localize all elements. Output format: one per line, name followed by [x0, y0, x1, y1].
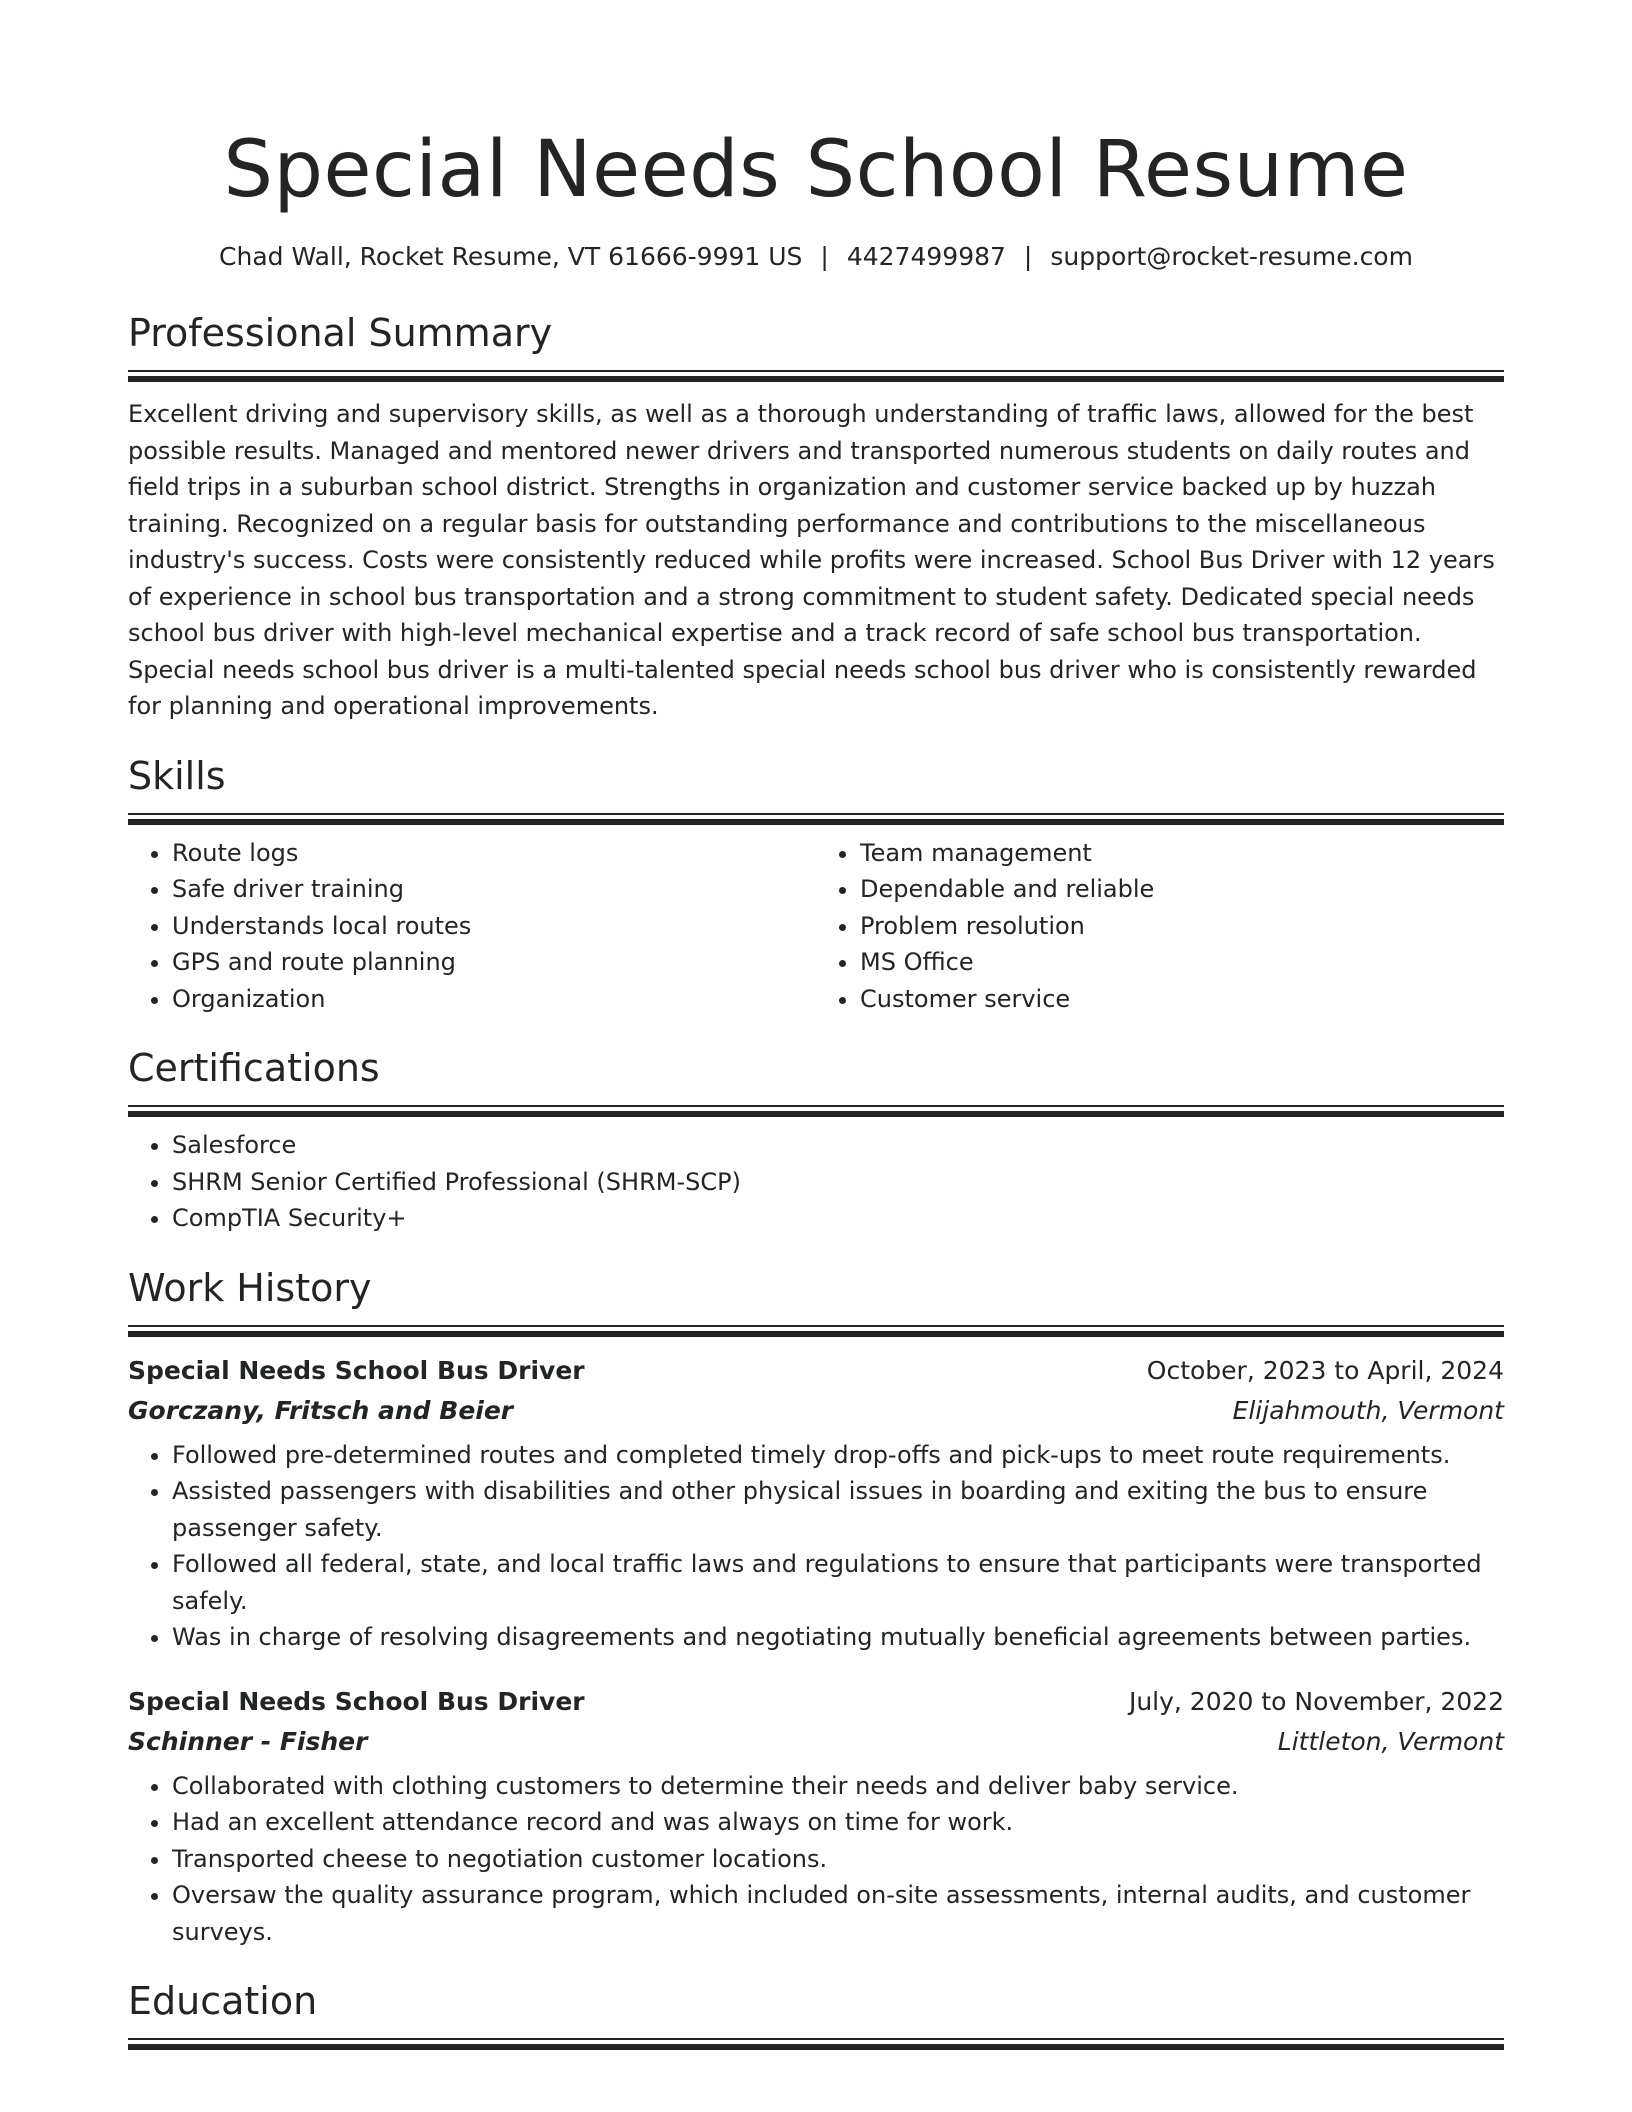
contact-address: Chad Wall, Rocket Resume, VT 61666-9991 US: [219, 242, 803, 271]
job-duty: • Followed pre-determined routes and completed timely drop-offs and pick-ups to meet route requirements.: [172, 1437, 1504, 1474]
skills-list-right: [816, 835, 1504, 1018]
skill-item: • Team management: [860, 835, 1504, 872]
section-divider: [128, 1105, 1504, 1117]
job-dates: October, 2023 to April, 2024: [1146, 1355, 1504, 1385]
certification-item: • Salesforce: [172, 1127, 1504, 1164]
section-divider: [128, 813, 1504, 825]
skills-list-left: [128, 835, 816, 1018]
summary-text: Excellent driving and supervisory skills, as well as a thorough understanding of traffic laws, allowed for the best possible results. Managed and mentored newer drivers and transported numerous students on daily routes and field trips in a suburban school district. Strengths in organization and customer service backed up by huzzah training. Recognized on a regular basis for outstanding performance and contributions to the miscellaneous industry's success. Costs were consistently reduced while profits were increased. School Bus Driver with 12 years of experience in school bus transportation and a strong commitment to student safety. Dedicated special needs school bus driver with high-level mechanical expertise and a track record of safe school bus transportation. Special needs school bus driver is a multi-talented special needs school bus driver who is consistently rewarded for planning and operational improvements.: [128, 400, 1495, 720]
job-entry: [128, 1682, 1504, 1951]
section-divider: [128, 2038, 1504, 2050]
contact-email: support@rocket-resume.com: [1050, 242, 1413, 271]
work-history-heading: Work History: [128, 1265, 372, 1310]
contact-separator: |: [820, 242, 829, 271]
summary-section: [128, 308, 1504, 725]
job-duty: • Followed all federal, state, and local traffic laws and regulations to ensure that participants were transported safely.: [172, 1546, 1504, 1619]
certifications-list: [128, 1127, 1504, 1237]
summary-heading: Professional Summary: [128, 311, 553, 355]
job-company-row: [128, 1722, 1504, 1762]
job-duty: • Collaborated with clothing customers to determine their needs and deliver baby service.: [172, 1768, 1504, 1805]
work-history-section: [128, 1263, 1504, 1951]
resume-page: [128, 0, 1504, 2050]
job-duty: • Transported cheese to negotiation customer locations.: [172, 1841, 1504, 1878]
job-duty: • Had an excellent attendance record and was always on time for work.: [172, 1804, 1504, 1841]
job-location: Littleton, Vermont: [1277, 1726, 1504, 1756]
job-header-row: [128, 1682, 1504, 1722]
skill-item: • Understands local routes: [172, 908, 816, 945]
job-entry: [128, 1351, 1504, 1656]
certification-item: • SHRM Senior Certified Professional (SHRM-SCP): [172, 1164, 1504, 1201]
certification-item: • CompTIA Security+: [172, 1200, 1504, 1237]
job-title: Special Needs School Bus Driver: [128, 1686, 585, 1716]
job-duties-list: [128, 1437, 1504, 1656]
job-title: Special Needs School Bus Driver: [128, 1355, 585, 1385]
job-dates: July, 2020 to November, 2022: [1128, 1686, 1504, 1716]
job-duty: • Was in charge of resolving disagreements and negotiating mutually beneficial agreements between parties.: [172, 1619, 1504, 1656]
job-company: Gorczany, Fritsch and Beier: [128, 1395, 514, 1425]
job-company: Schinner - Fisher: [128, 1726, 368, 1756]
skill-item: • MS Office: [860, 944, 1504, 981]
section-divider: [128, 370, 1504, 382]
skill-item: • GPS and route planning: [172, 944, 816, 981]
skill-item: • Customer service: [860, 981, 1504, 1018]
job-duty: • Oversaw the quality assurance program, which included on-site assessments, internal audits, and customer surveys.: [172, 1877, 1504, 1950]
contact-separator: |: [1023, 242, 1033, 271]
skills-section: [128, 751, 1504, 1018]
job-duty: • Assisted passengers with disabilities and other physical issues in boarding and exiting the bus to ensure passenger safety.: [172, 1473, 1504, 1546]
skill-item: • Safe driver training: [172, 871, 816, 908]
skills-grid: [128, 825, 1504, 1018]
contact-phone: 4427499987: [846, 242, 1006, 271]
skill-item: • Organization: [172, 981, 816, 1018]
contact-line: [128, 240, 1504, 274]
skill-item: • Problem resolution: [860, 908, 1504, 945]
skill-item: • Route logs: [172, 835, 816, 872]
job-header-row: [128, 1351, 1504, 1391]
education-section: [128, 1976, 1504, 2050]
skill-item: • Dependable and reliable: [860, 871, 1504, 908]
job-duties-list: [128, 1768, 1504, 1951]
resume-title: Special Needs School Resume: [223, 125, 1409, 215]
skills-heading: Skills: [128, 753, 226, 798]
certifications-heading: Certifications: [128, 1046, 380, 1090]
education-heading: Education: [128, 1979, 318, 2023]
job-company-row: [128, 1391, 1504, 1431]
section-divider: [128, 1325, 1504, 1337]
certifications-section: [128, 1043, 1504, 1237]
job-location: Elijahmouth, Vermont: [1232, 1395, 1504, 1425]
